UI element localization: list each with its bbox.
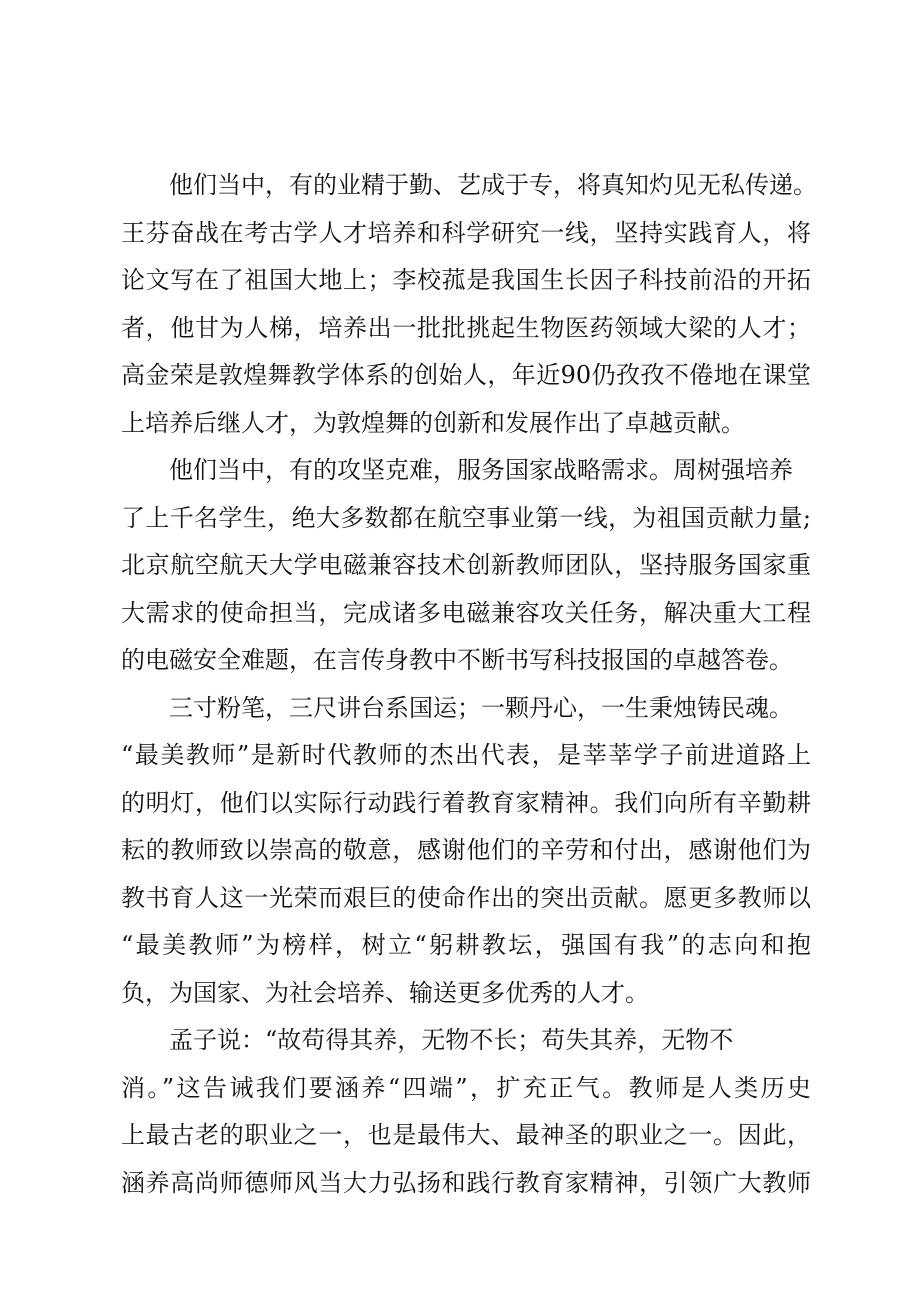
paragraph-line: 他们当中，有的攻坚克难，服务国家战略需求。周树强培养 (169, 456, 793, 484)
paragraph-line: “最美教师”为榜样，树立“躬耕教坛，强国有我”的志向和抱 (121, 931, 811, 959)
paragraph-line: 论文写在了祖国大地上；李校菰是我国生长因子科技前沿的开拓 (121, 266, 811, 294)
paragraph-4 (121, 1017, 811, 1207)
paragraph-line: 消。”这告诫我们要涵养“四端”，扩充正气。教师是人类历史 (121, 1073, 811, 1102)
paragraph-line: 上培养后继人才，为敦煌舞的创新和发展作出了卓越贡献。 (121, 408, 745, 437)
paragraph-line: 的电磁安全难题，在言传身教中不断书写科技报国的卓越答卷。 (121, 646, 793, 674)
paragraph-line: 耘的教师致以崇高的敬意，感谢他们的辛劳和付出，感谢他们为 (121, 836, 811, 864)
paragraph-line: 他们当中，有的业精于勤、艺成于专，将真知灼见无私传递。 (169, 171, 817, 199)
paragraph-line: 者，他甘为人梯，培养出一批批挑起生物医药领域大梁的人才； (121, 313, 811, 342)
paragraph-line: 北京航空航天大学电磁兼容技术创新教师团队，坚持服务国家重 (121, 551, 811, 579)
paragraph-line: 涵养高尚师德师风当大力弘扬和践行教育家精神，引领广大教师 (121, 1168, 811, 1197)
paragraph-line: 负，为国家、为社会培养、输送更多优秀的人才。 (121, 978, 649, 1007)
paragraph-line: 上最古老的职业之一，也是最伟大、最神圣的职业之一。因此， (121, 1121, 811, 1149)
paragraph-line: 三寸粉笔，三尺讲台系国运；一颗丹心，一生秉烛铸民魂。 (169, 693, 793, 722)
paragraph-1 (121, 162, 817, 447)
paragraph-line: 王芬奋战在考古学人才培养和科学研究一线，坚持实践育人，将 (121, 218, 811, 247)
document-body (121, 162, 817, 1207)
paragraph-line: 了上千名学生，绝大多数都在航空事业第一线，为祖国贡献力量; (121, 503, 811, 532)
paragraph-line: “最美教师”是新时代教师的杰出代表，是莘莘学子前进道路上 (121, 741, 811, 769)
paragraph-line: 教书育人这一光荣而艰巨的使命作出的突出贡献。愿更多教师以 (121, 883, 811, 912)
paragraph-line: 高金荣是敦煌舞教学体系的创始人，年近90仍孜孜不倦地在课堂 (121, 361, 811, 389)
paragraph-line: 孟子说：“故苟得其养，无物不长；苟失其养，无物不 (169, 1026, 734, 1054)
paragraph-3 (121, 685, 811, 1018)
paragraph-line: 的明灯，他们以实际行动践行着教育家精神。我们向所有辛勤耕 (121, 788, 811, 817)
paragraph-2 (121, 447, 811, 685)
paragraph-line: 大需求的使命担当，完成诸多电磁兼容攻关任务，解决重大工程 (121, 598, 811, 627)
